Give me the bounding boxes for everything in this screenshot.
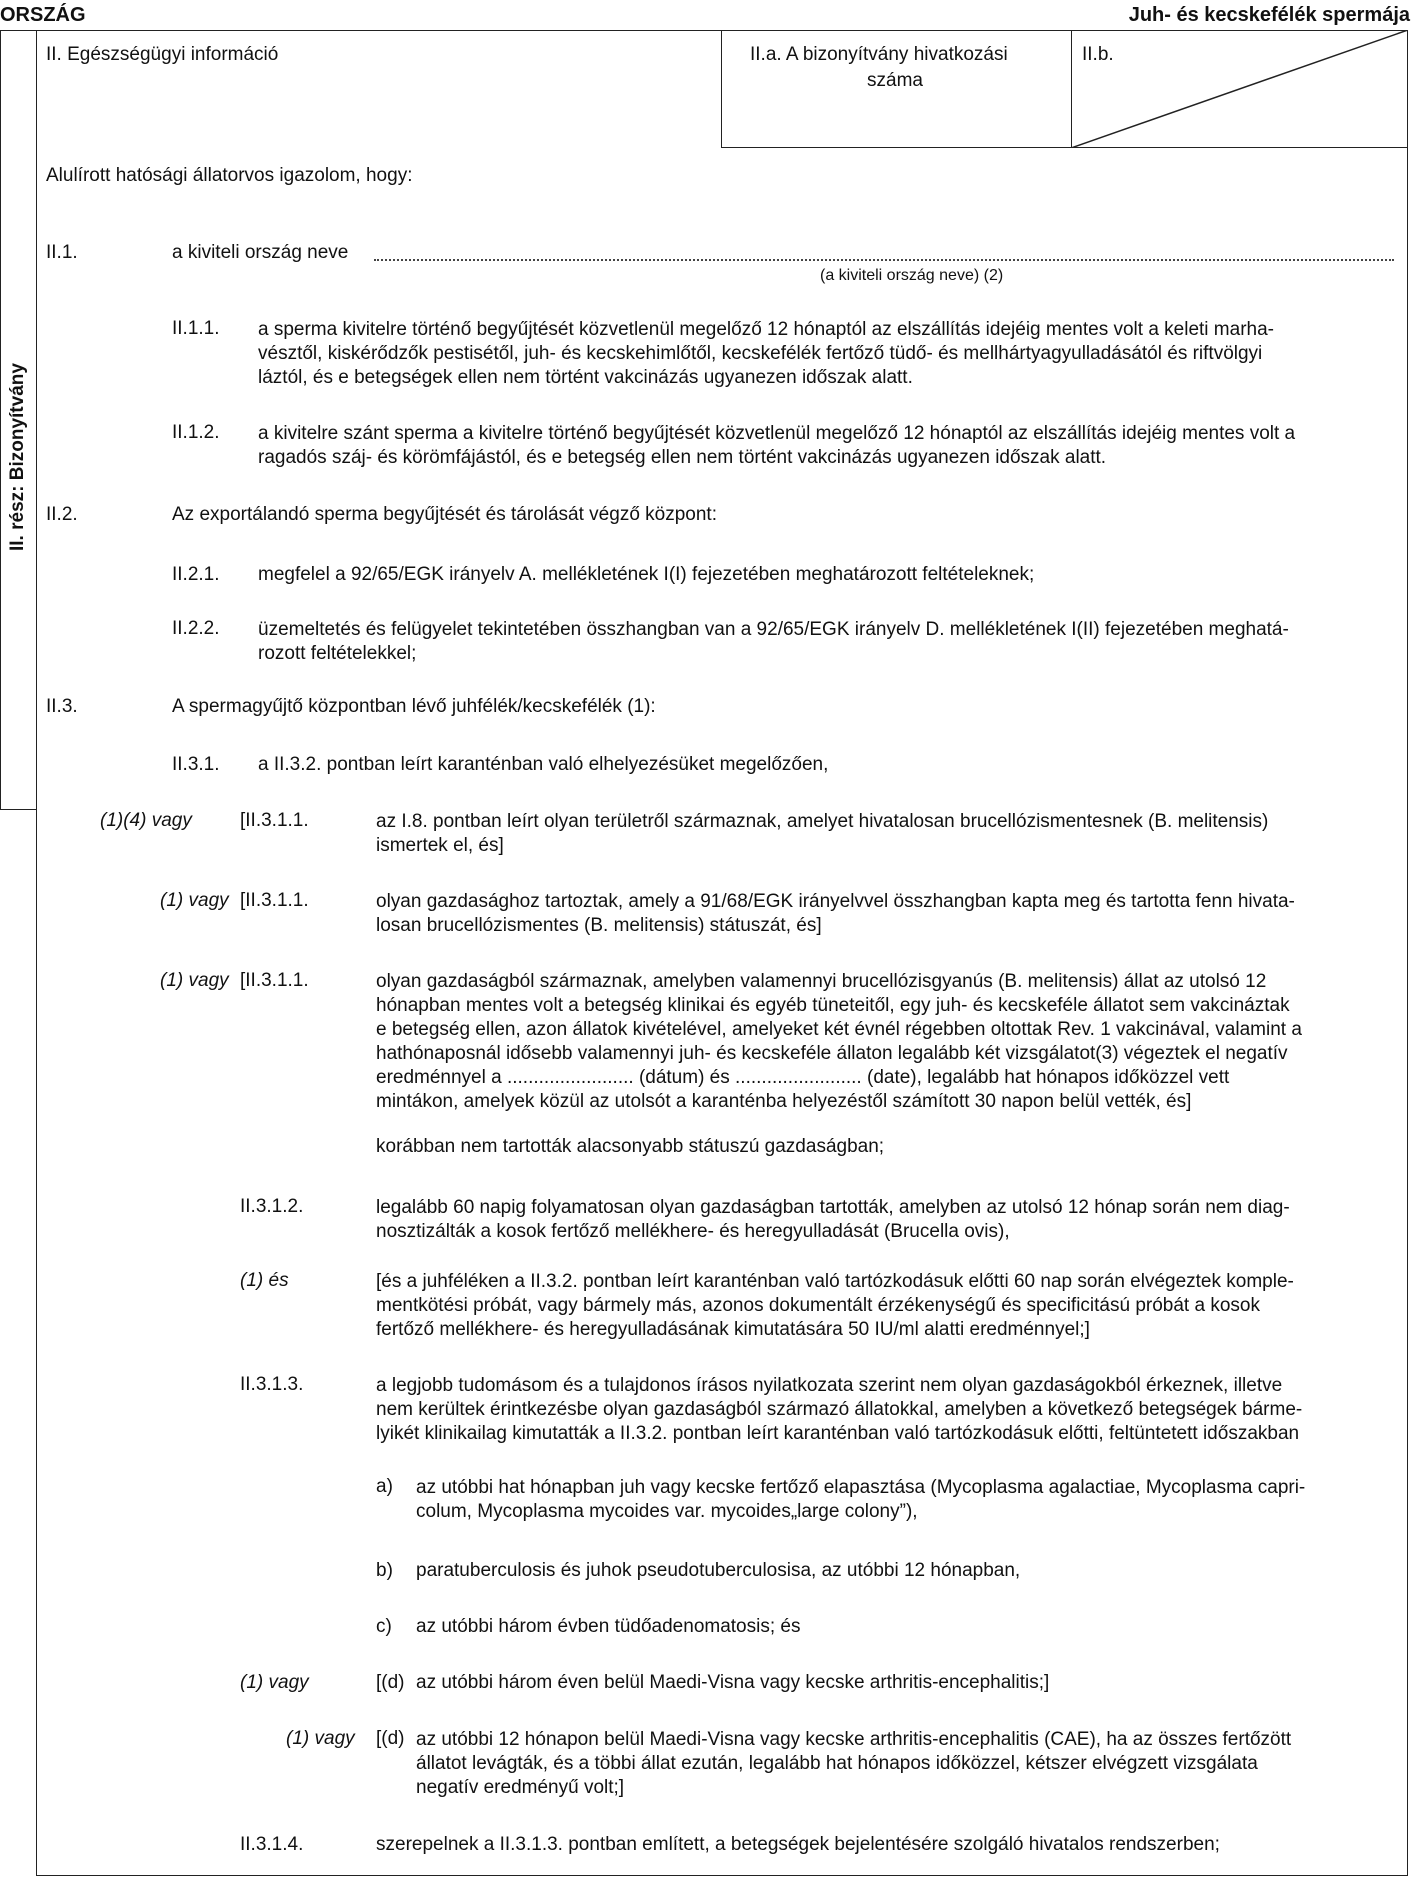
opt-d2-line: állatot levágták, és a többi állat ezután, legalább hat hónapos időközzel, kétszer elvégzett vizsgálata [416, 1753, 1258, 1774]
ii21-text: megfelel a 92/65/EGK irányelv A. mellékletének I(I) fejezetében meghatározott feltételeknek; [258, 564, 1035, 585]
opt1-num: [II.3.1.1. [240, 810, 309, 831]
ii11-line: a sperma kivitelre történő begyűjtését közvetlenül megelőző 12 hónaptól az elszállítás idejéig mentes volt a keleti marha- [258, 319, 1274, 340]
crossed-field [1071, 30, 1408, 148]
opt3-num: [II.3.1.1. [240, 970, 309, 991]
opt-d1-text: az utóbbi három éven belül Maedi-Visna vagy kecske arthritis-encephalitis;] [416, 1672, 1050, 1693]
es-line: mentkötési próbát, vagy bármely más, azonos dokumentált érzékenységű és specificitású próbát a kosok [376, 1295, 1260, 1316]
opt2-line: losan brucellózismentes (B. melitensis) státuszát, és] [376, 915, 822, 936]
opt-d2-mark: (1) vagy [286, 1728, 355, 1749]
opt-d1-mark: (1) vagy [240, 1672, 309, 1693]
ii312-line: nosztizálták a kosok fertőző mellékhere- és heregyulladását (Brucella ovis), [376, 1221, 1010, 1242]
ii11-line: láztól, és e betegségek ellen nem történt vakcinázás ugyanezen időszak alatt. [258, 367, 913, 388]
ii11-num: II.1.1. [172, 318, 220, 339]
opt-d1-label: [(d) [376, 1672, 405, 1693]
item-c-text: az utóbbi három évben tüdőadenomatosis; és [416, 1616, 801, 1637]
ii3-text: A spermagyűjtő központban lévő juhfélék/kecskefélék (1): [172, 696, 656, 717]
es-line: [és a juhféléken a II.3.2. pontban leírt karanténban való tartózkodásuk előtti 60 nap során elvégeztek komple- [376, 1271, 1294, 1292]
ii31-num: II.3.1. [172, 754, 220, 775]
opt3-line: hónapban mentes volt a betegség klinikai és egyéb tüneteitől, egy juh- és kecskeféle állatot sem vakcináztak [376, 995, 1290, 1016]
ii1-text: a kiviteli ország neve [172, 242, 349, 263]
opt3-line: mintákon, amelyek közül az utolsót a karanténba helyezéstől számított 30 napon belül vették, és] [376, 1091, 1192, 1112]
opt3-line: eredménnyel a ........................ (dátum) és ........................ (date), legalább hat hónapos időközzel vett [376, 1067, 1230, 1088]
ii22-line: üzemeltetés és felügyelet tekintetében összhangban van a 92/65/EGK irányelv D. mellékletének I(II) fejezetében meghatá- [258, 619, 1289, 640]
opt2-line: olyan gazdasághoz tartoztak, amely a 91/68/EGK irányelvvel összhangban kapta meg és tartotta fenn hivata- [376, 891, 1295, 912]
ii314-num: II.3.1.4. [240, 1834, 304, 1855]
opt-d2-line: az utóbbi 12 hónapon belül Maedi-Visna vagy kecske arthritis-encephalitis (CAE), ha az összes fertőzött [416, 1729, 1292, 1750]
opt3-line: olyan gazdaságból származnak, amelyben valamennyi brucellózisgyanús (B. melitensis) állat az utolsó 12 [376, 971, 1267, 992]
opt-d2-line: negatív eredményű volt;] [416, 1777, 625, 1798]
opt2-num: [II.3.1.1. [240, 890, 309, 911]
cert-ref-label-2: száma [867, 70, 923, 91]
ii12-line: a kivitelre szánt sperma a kivitelre történő begyűjtését közvetlenül megelőző 12 hónaptól az elszállítás idejéig mentes volt a [258, 423, 1296, 444]
ii1-caption: (a kiviteli ország neve) (2) [820, 267, 1004, 284]
product-heading: Juh- és kecskefélék spermája [1128, 4, 1410, 26]
opt3-tail: korábban nem tartották alacsonyabb státuszú gazdaságban; [376, 1136, 885, 1157]
ii12-num: II.1.2. [172, 422, 220, 443]
ii312-num: II.3.1.2. [240, 1196, 304, 1217]
sidebar [0, 30, 36, 810]
country-name-field[interactable] [374, 240, 1394, 261]
ii2-text: Az exportálandó sperma begyűjtését és tárolását végző központ: [172, 504, 717, 525]
opt1-line: ismertek el, és] [376, 835, 504, 856]
ii313-line: lyikét klinikailag kimutatták a II.3.2. pontban leírt karanténban való tartózkodásuk előtti, feltüntetett időszakban [376, 1423, 1300, 1444]
es-line: fertőző mellékhere- és heregyulladásának kimutatására 50 IU/ml alatti eredménnyel;] [376, 1319, 1090, 1340]
top-divider-1 [721, 30, 722, 148]
ii22-num: II.2.2. [172, 618, 220, 639]
ii314-text: szerepelnek a II.3.1.3. pontban említett, a betegségek bejelentésére szolgáló hivatalos rendszerben; [376, 1834, 1220, 1855]
intro-text: Alulírott hatósági állatorvos igazolom, hogy: [46, 165, 413, 186]
country-heading: ORSZÁG [0, 4, 86, 26]
item-a-label: a) [376, 1476, 393, 1497]
item-b-label: b) [376, 1560, 393, 1581]
ii313-line: a legjobb tudomásom és a tulajdonos írásos nyilatkozata szerint nem olyan gazdaságokból érkeznek, illetve [376, 1375, 1283, 1396]
ii3-num: II.3. [46, 696, 78, 717]
health-info-title: II. Egészségügyi információ [46, 44, 279, 65]
item-b-text: paratuberculosis és juhok pseudotuberculosisa, az utóbbi 12 hónapban, [416, 1560, 1021, 1581]
ii312-line: legalább 60 napig folyamatosan olyan gazdaságban tartották, amelyben az utolsó 12 hónap során nem diag- [376, 1197, 1290, 1218]
item-c-label: c) [376, 1616, 392, 1637]
opt3-line: e betegség ellen, azon állatok kivételével, amelyeket két évnél régebben oltottak Rev. 1 vakcinával, valamint a [376, 1019, 1302, 1040]
cert-ref-label: II.a. A bizonyítvány hivatkozási [750, 44, 1008, 65]
item-a-line: az utóbbi hat hónapban juh vagy kecske fertőző elapasztása (Mycoplasma agalactiae, Mycoplasma capri- [416, 1477, 1306, 1498]
opt1-line: az I.8. pontban leírt olyan területről származnak, amelyet hivatalosan brucellózismentesnek (B. melitensis) [376, 811, 1269, 832]
ii1-num: II.1. [46, 242, 78, 263]
es-mark: (1) és [240, 1270, 289, 1291]
opt3-line: hathónaposnál idősebb valamennyi juh- és kecskeféle állaton legalább két vizsgálatot(3) végeztek el negatív [376, 1043, 1288, 1064]
ii21-num: II.2.1. [172, 564, 220, 585]
opt-d2-label: [(d) [376, 1728, 405, 1749]
opt2-mark: (1) vagy [160, 890, 229, 911]
ii22-line: rozott feltételekkel; [258, 643, 417, 664]
ii12-line: ragadós száj- és körömfájástól, és e betegség ellen nem történt vakcinázás ugyanezen időszak alatt. [258, 447, 1107, 468]
cert-ref-iib: II.b. [1082, 44, 1114, 65]
opt1-mark: (1)(4) vagy [100, 810, 192, 831]
sidebar-label: II. rész: Bizonyítvány [7, 363, 28, 551]
ii313-num: II.3.1.3. [240, 1374, 304, 1395]
item-a-line: colum, Mycoplasma mycoides var. mycoides„large colony”), [416, 1501, 918, 1522]
ii313-line: nem kerültek érintkezésbe olyan gazdaságból származó állatokkal, amelyben a következő betegségek bárme- [376, 1399, 1303, 1420]
ii11-line: vésztől, kiskérődzők pestisétől, juh- és kecskehimlőtől, kecskefélék fertőző tüdő- és mellhártyagyulladásától és riftvölgyi [258, 343, 1263, 364]
opt3-mark: (1) vagy [160, 970, 229, 991]
ii2-num: II.2. [46, 504, 78, 525]
certificate-frame [36, 30, 1408, 1876]
ii31-text: a II.3.2. pontban leírt karanténban való elhelyezésüket megelőzően, [258, 754, 829, 775]
